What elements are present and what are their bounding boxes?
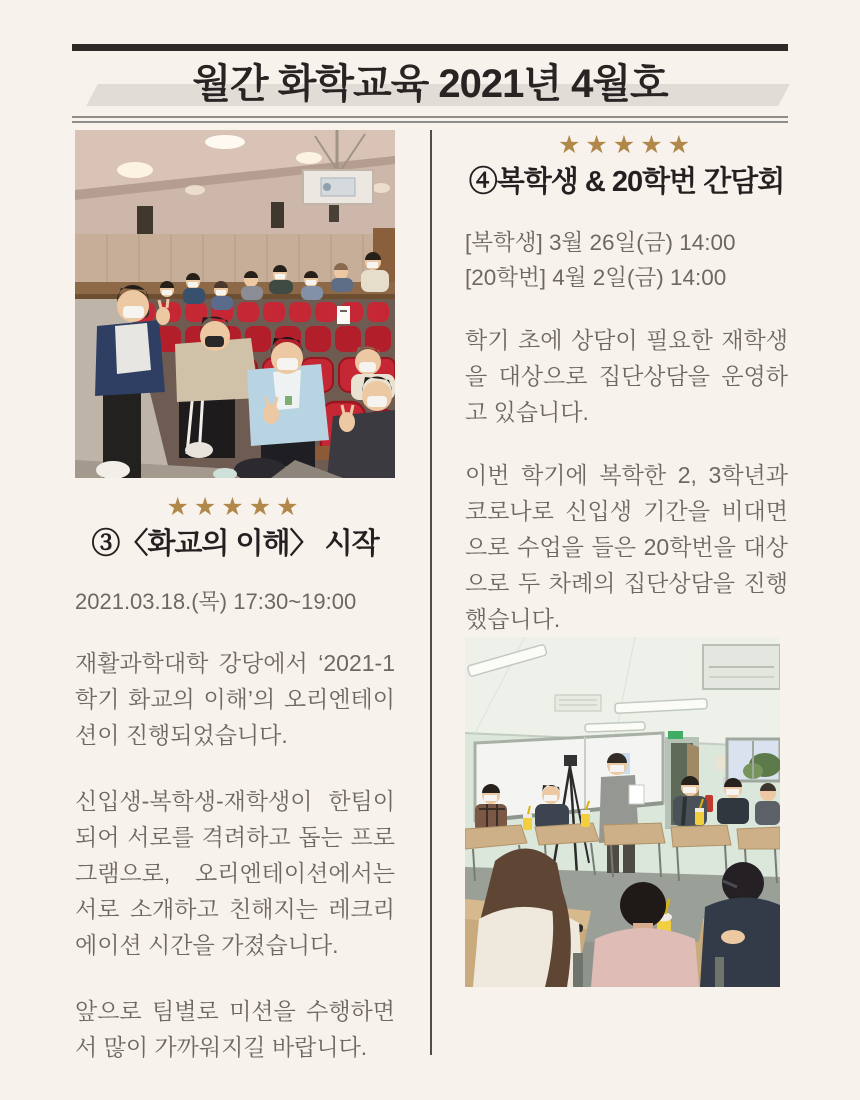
auditorium-photo: [75, 130, 395, 478]
article-hwagyo-orientation: [75, 130, 395, 1065]
star-rating: ★★★★★: [166, 493, 304, 521]
star-rating: ★★★★★: [557, 131, 696, 159]
article-paragraph: 재활과학대학 강당에서 ‘2021-1학기 화교의 이해’의 오리엔테이션이 진행되었습니다.: [75, 650, 395, 748]
newsletter-title: 월간 화학교육 2021년 4월호: [192, 62, 668, 106]
article-counseling-meetings: [465, 130, 788, 987]
top-rule: [72, 44, 788, 51]
article-paragraph: 이번 학기에 복학한 2, 3학년과 코로나로 신입생 기간을 비대면으로 수업을 들은 20학번을 대상으로 두 차례의 집단상담을 진행했습니다.: [465, 462, 788, 632]
article-paragraph: 앞으로 팀별로 미션을 수행하면서 많이 가까워지길 바랍니다.: [75, 998, 395, 1060]
article-heading: ③〈화교의 이해〉 시작: [91, 528, 379, 560]
article-heading: ④복학생 & 20학번 간담회: [468, 166, 785, 198]
article-paragraph: 신입생-복학생-재학생이 한팀이 되어 서로를 격려하고 돕는 프로그램으로, 오리엔테이션에서는 서로 소개하고 친해지는 레크리에이션 시간을 가졌습니다.: [75, 788, 395, 958]
schedule-block: [465, 225, 788, 295]
auditorium-photo-illustration: [75, 130, 395, 478]
classroom-photo-illustration: [465, 637, 780, 987]
classroom-photo: [465, 637, 780, 987]
schedule-line: [복학생] 3월 26일(금) 14:00: [465, 230, 736, 255]
article-paragraph: 학기 초에 상담이 필요한 재학생을 대상으로 집단상담을 운영하고 있습니다.: [465, 327, 788, 425]
article-datetime: 2021.03.18.(목) 17:30~19:00: [75, 589, 357, 614]
schedule-line: [20학번] 4월 2일(금) 14:00: [465, 265, 727, 290]
column-divider: [430, 130, 432, 1055]
header-double-rule: [72, 116, 788, 123]
